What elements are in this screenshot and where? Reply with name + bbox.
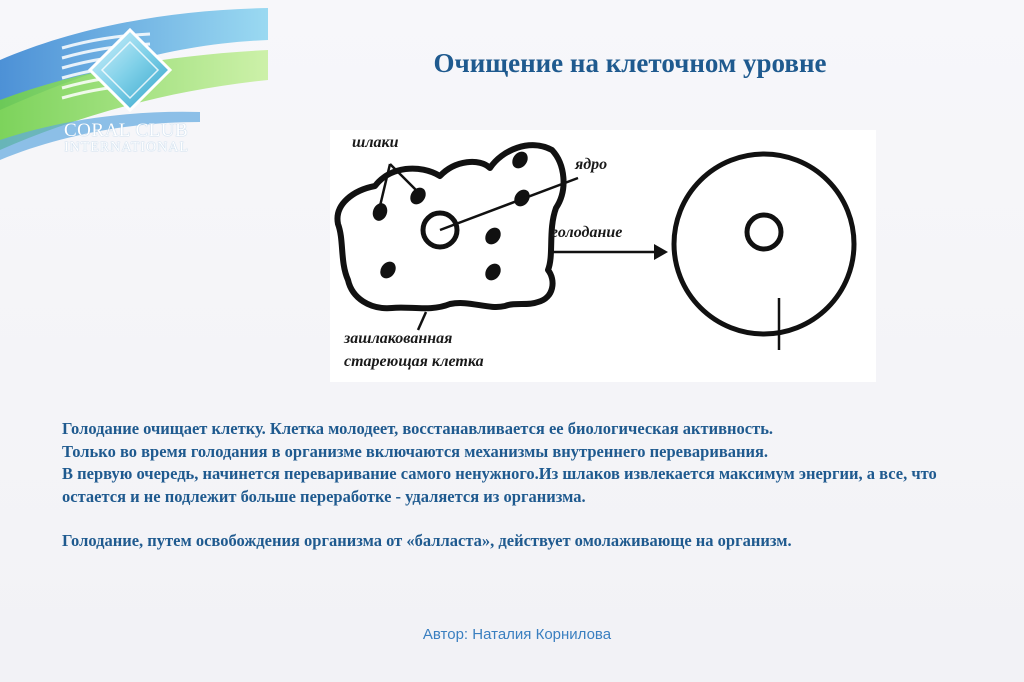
label-cell-line1: зашлакованная (344, 330, 453, 347)
paragraph-4: Голодание, путем освобождения организма от «балласта», действует омолаживающе на организм. (62, 531, 792, 550)
logo-line1: CORAL CLUB (64, 120, 189, 141)
cell-label-pointer (418, 312, 426, 330)
label-nucleus: ядро (575, 156, 608, 173)
description-text (62, 418, 982, 553)
coral-club-logo (0, 0, 270, 190)
fasting-arrowhead (654, 244, 668, 260)
author-credit: Автор: Наталия Корнилова (422, 626, 612, 643)
label-cell-line2: стареющая клетка (344, 353, 484, 370)
paragraph-2: Только во время голодания в организме включаются механизмы внутреннего переваривания. (62, 441, 769, 461)
cell-diagram (330, 130, 876, 382)
page-title: Очищение на клеточном уровне (433, 48, 827, 78)
paragraph-3: В первую очередь, начинется переваривание самого ненужного.Из шлаков извлекается максимум энергии, а все, что остается и не подлежит больше переработке - удаляется из организма. (62, 464, 937, 506)
paragraph-1: Голодание очищает клетку. Клетка молодеет, восстанавливается ее биологическая активность. (62, 419, 774, 438)
clean-cell-outline (674, 154, 854, 334)
logo-text (64, 120, 189, 156)
label-fasting: голодание (552, 224, 623, 241)
logo-line2: INTERNATIONAL (64, 140, 189, 155)
logo-graphic (0, 0, 270, 190)
clean-cell-nucleus (747, 215, 781, 249)
label-slag: шлаки (352, 134, 399, 151)
paragraph-gap (62, 508, 982, 530)
